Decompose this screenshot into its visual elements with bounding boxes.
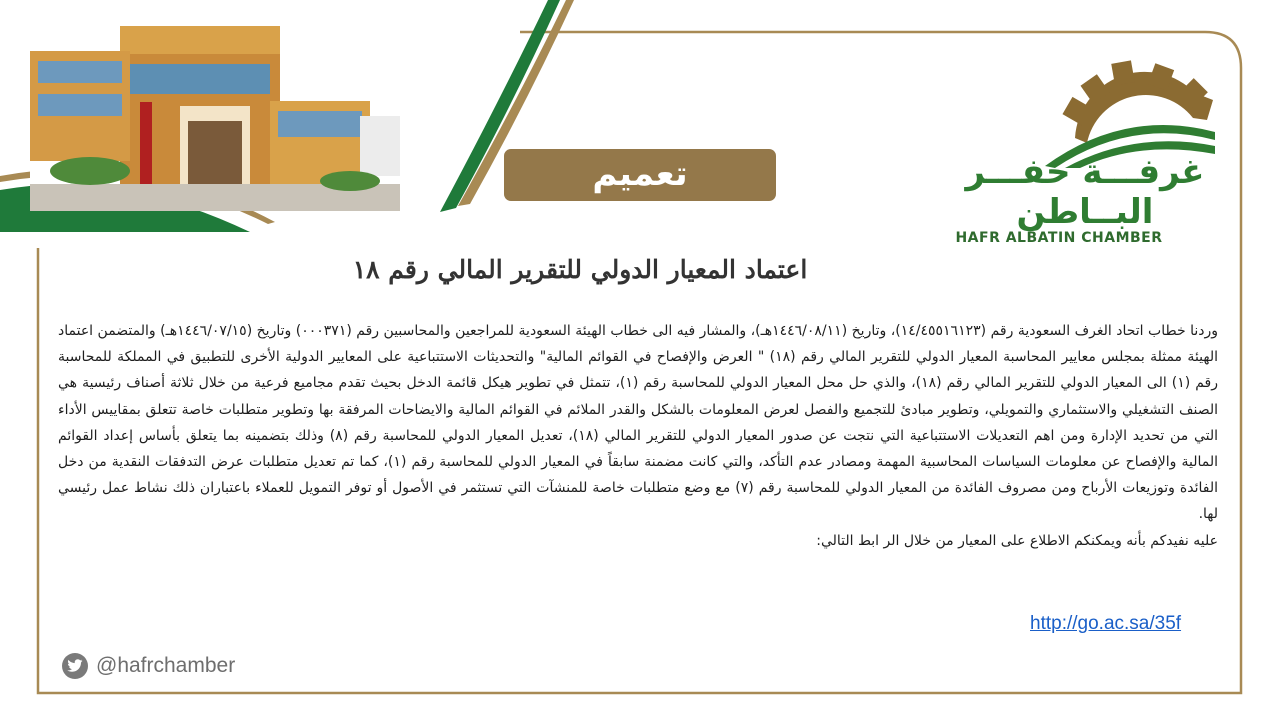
circular-badge: تعميم (504, 149, 776, 201)
body-paragraph: وردنا خطاب اتحاد الغرف السعودية رقم (١٤/٤٥٥١٦١٢٣)، وتاريخ (١٤٤٦/٠٨/١١هـ)، والمشار فيه الى خطاب الهيئة السعودية للمراجعين والمحاسبين رقم (٠٠٠٣٧١) وتاريخ (١٤٤٦/٠٧/١٥هـ) والمتضمن اعتماد الهيئة ممثلة بمجلس معايير المحاسبة المعيار الدولي للتقرير المالي رقم (١٨) " العرض والإفصاح في القوائم المالية" والتحديثات الاستتباعية على المعايير الدولية الأخرى للتطبيق في المملكة للمحاسبة رقم (١) الى المعيار الدولي للتقرير المالي رقم (١٨)، والذي حل محل المعيار الدولي للمحاسبة رقم (١)، تتمثل في تطوير هيكل قائمة الدخل بحيث تقدم مجاميع فرعية من خلال ثلاثة أصناف رئيسية هي الصنف التشغيلي والاستثماري والتمويلي، وتطوير مبادئ للتجميع والفصل لعرض المعلومات بالشكل والقدر الملائم في القوائم المالية والايضاحات المرفقة بها وتطوير متطلبات خاصة تتعلق بمقاييس الأداء التي من تحديد الإدارة ومن اهم التعديلات الاستتباعية التي نتجت عن صدور المعيار الدولي للتقرير المالي (١٨)، تعديل المعيار الدولي للمحاسبة رقم (٨) وذلك بتضمينه بما يتعلق بأساس إعداد القوائم المالية والإفصاح عن معلومات السياسات المحاسبية المهمة ومصادر عدم التأكد، والتي كانت مضمنة سابقاً في المعيار الدولي للمحاسبة رقم (١)، كما تم تعديل متطلبات عرض التدفقات النقدية من دخل الفائدة وتوزيعات الأرباح ومن مصروف الفائدة من المعيار الدولي للمحاسبة رقم (٧) مع وضع متطلبات خاصة للمنشآت التي تستثمر في الأصول أو توفر التمويل للعملاء باعتباران ذلك نشاط عمل رئيسي لها. (58, 323, 1219, 523)
page-title: اعتماد المعيار الدولي للتقرير المالي رقم ١٨ (352, 255, 808, 284)
chamber-building-image (30, 6, 400, 211)
hafr-albatin-chamber-logo (945, 48, 1225, 246)
closing-line: عليه نفيدكم بأنه ويمكنكم الاطلاع على المعيار من خلال الر ابط التالي: (816, 532, 1218, 549)
standard-link[interactable]: http://go.ac.sa/35f (1030, 613, 1182, 634)
handle-text: @hafrchamber (96, 654, 236, 677)
chamber-name-english: HAFR ALBATIN CHAMBER (955, 230, 1163, 246)
circular-body (58, 318, 1218, 554)
chamber-name-arabic: غرفـــة حفـــر البــاطن (965, 152, 1205, 232)
chamber-gear-logo-icon (945, 48, 1225, 168)
twitter-bird-icon (62, 653, 88, 679)
social-handle[interactable] (62, 652, 235, 680)
